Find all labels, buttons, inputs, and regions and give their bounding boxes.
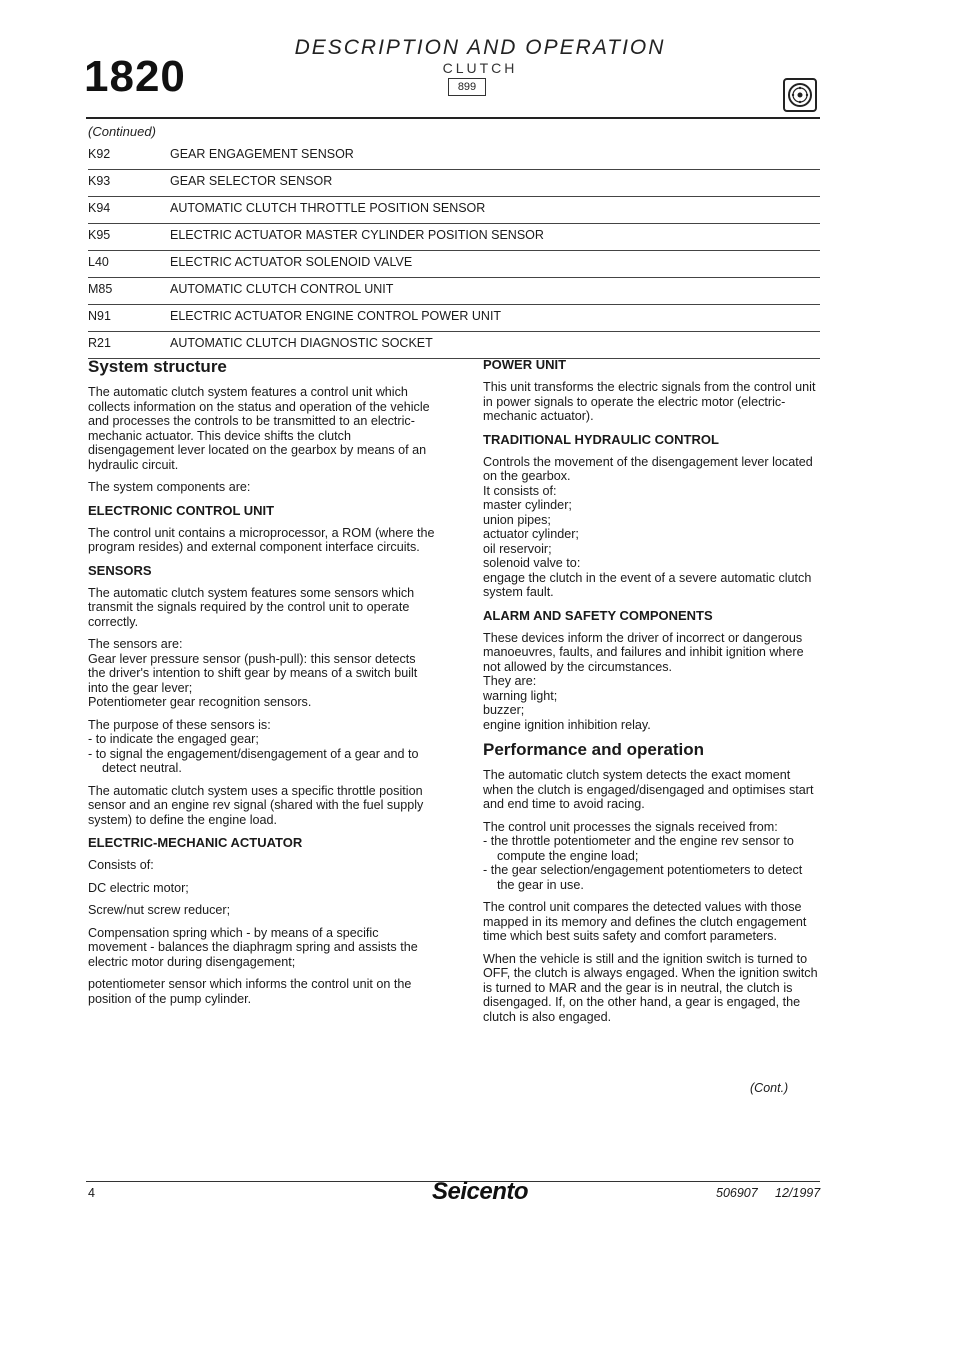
legend-desc: GEAR ENGAGEMENT SENSOR — [170, 147, 354, 161]
paragraph: Consists of: — [88, 858, 154, 872]
text-line: It consists of: — [483, 483, 557, 498]
performance-heading: Performance and operation — [483, 740, 705, 759]
paragraph: DC electric motor; — [88, 880, 189, 895]
left-column — [88, 357, 436, 1014]
text-line: oil reservoir; — [483, 541, 552, 556]
legend-row — [88, 170, 820, 197]
paragraph: The automatic clutch system detects the exact moment when the clutch is engaged/disengaged and optimises start and end time to avoid racing. — [483, 768, 814, 811]
bullet-list — [483, 820, 821, 893]
component-legend — [88, 143, 820, 359]
paragraph: potentiometer sensor which informs the control unit on the position of the pump cylinder. — [88, 977, 412, 1006]
legend-desc: ELECTRIC ACTUATOR MASTER CYLINDER POSITION SENSOR — [170, 228, 544, 242]
paragraph: The control unit contains a microprocessor, a ROM (where the program resides) and external component interface circuits. — [88, 525, 435, 554]
brand-logo: Seicento — [431, 1178, 529, 1205]
text-line: They are: — [483, 674, 537, 688]
page-subtitle: CLUTCH — [442, 60, 518, 76]
page-title: DESCRIPTION AND OPERATION — [294, 36, 666, 59]
list-item: - to indicate the engaged gear; — [88, 732, 259, 746]
text-line: master cylinder; — [483, 498, 572, 512]
text-line: engage the clutch in the event of a severe automatic clutch system fault. — [483, 570, 812, 599]
legend-row — [88, 332, 820, 359]
footer-page-number: 4 — [88, 1186, 95, 1200]
section-number: 1820 — [84, 52, 186, 101]
legend-desc: AUTOMATIC CLUTCH THROTTLE POSITION SENSOR — [170, 201, 486, 215]
paragraph: Compensation spring which - by means of a specific movement - balances the diaphragm spring and assists the electric motor during disengagement; — [88, 925, 418, 969]
text-line: actuator cylinder; — [483, 527, 579, 541]
paragraph: Screw/nut screw reducer; — [88, 903, 231, 917]
legend-row — [88, 143, 820, 170]
continued-label: (Continued) — [88, 124, 156, 139]
list-item: - the gear selection/engagement potentiometers to detect the gear in use. — [483, 863, 803, 892]
text-line: warning light; — [483, 688, 558, 703]
text-line: Gear lever pressure sensor (push-pull): this sensor detects the driver's intention to shift gear by means of a switch built into the gear lever; — [88, 651, 418, 695]
legend-row — [88, 197, 820, 224]
legend-desc: ELECTRIC ACTUATOR ENGINE CONTROL POWER UNIT — [170, 309, 502, 323]
legend-code: N91 — [88, 309, 111, 323]
legend-code: K93 — [88, 174, 111, 188]
legend-code: K92 — [88, 147, 111, 161]
paragraph: The control unit compares the detected values with those mapped in its memory and defines the clutch engagement time which best suits safety and comfort parameters. — [483, 900, 807, 943]
legend-row — [88, 278, 820, 305]
list-intro: The purpose of these sensors is: — [88, 717, 271, 732]
legend-desc: GEAR SELECTOR SENSOR — [170, 174, 333, 188]
legend-code: K94 — [88, 201, 111, 215]
legend-code: L40 — [88, 255, 109, 269]
paragraph: The automatic clutch system uses a specific throttle position sensor and an engine rev signal (shared with the fuel supply system) to define the engine load. — [88, 783, 424, 827]
sensors-heading: SENSORS — [88, 562, 152, 578]
paragraph: The automatic clutch system features a control unit which collects information on the status and operation of the vehicle and processes the controls to be transmitted to an electric-mechanic actuator. This device shifts the clutch disengagement lever located on the gearbox by means of an hydraulic circuit. — [88, 385, 430, 472]
paragraph — [483, 455, 821, 600]
hydraulic-heading: TRADITIONAL HYDRAULIC CONTROL — [483, 431, 719, 447]
paragraph: The system components are: — [88, 480, 251, 494]
text-line: Potentiometer gear recognition sensors. — [88, 695, 312, 709]
footer-date: 12/1997 — [775, 1186, 821, 1200]
paragraph: When the vehicle is still and the ignition switch is turned to OFF, the clutch is always engaged. When the ignition switch is turned to MAR and the gear is in neutral, the clutch is disengaged. If, on the other hand, a gear is engaged, the clutch is also engaged. — [483, 951, 818, 1024]
legend-code: K95 — [88, 228, 111, 242]
right-column — [483, 357, 821, 1032]
continued-footer-label: (Cont.) — [750, 1081, 789, 1095]
legend-desc: AUTOMATIC CLUTCH CONTROL UNIT — [170, 282, 394, 296]
alarm-heading: ALARM AND SAFETY COMPONENTS — [483, 607, 713, 623]
paragraph — [88, 637, 436, 710]
text-line: buzzer; — [483, 703, 525, 717]
text-line: Controls the movement of the disengagement lever located on the gearbox. — [483, 454, 813, 483]
ecu-heading: ELECTRONIC CONTROL UNIT — [88, 502, 275, 518]
legend-row — [88, 305, 820, 332]
section-code-box: 899 — [448, 78, 486, 96]
legend-code: R21 — [88, 336, 111, 350]
text-line: union pipes; — [483, 512, 551, 527]
legend-code: M85 — [88, 282, 113, 296]
text-line: These devices inform the driver of incorrect or dangerous manoeuvres, faults, and failures and inhibit ignition where not allowed by the circumstances. — [483, 630, 804, 674]
list-item: - to signal the engagement/disengagement of a gear and to detect neutral. — [88, 746, 419, 775]
footer-doc-code: 506907 — [716, 1186, 758, 1200]
paragraph: The automatic clutch system features some sensors which transmit the signals required by the control unit to operate correctly. — [88, 585, 415, 629]
bullet-list — [88, 718, 436, 776]
paragraph — [483, 631, 821, 733]
system-structure-heading: System structure — [88, 357, 227, 376]
text-line: solenoid valve to: — [483, 556, 581, 570]
power-unit-heading: POWER UNIT — [483, 357, 567, 372]
legend-row — [88, 251, 820, 278]
legend-desc: ELECTRIC ACTUATOR SOLENOID VALVE — [170, 255, 413, 269]
text-line: The sensors are: — [88, 637, 183, 651]
paragraph: This unit transforms the electric signals from the control unit in power signals to operate the electric motor (electric-mechanic actuator). — [483, 380, 816, 423]
text-line: engine ignition inhibition relay. — [483, 717, 651, 732]
legend-desc: AUTOMATIC CLUTCH DIAGNOSTIC SOCKET — [170, 336, 433, 350]
list-item: - the throttle potentiometer and the engine rev sensor to compute the engine load; — [483, 834, 794, 863]
legend-row — [88, 224, 820, 251]
list-intro: The control unit processes the signals received from: — [483, 819, 778, 834]
header-divider — [86, 117, 820, 119]
actuator-heading: ELECTRIC-MECHANIC ACTUATOR — [88, 835, 303, 850]
clutch-icon — [783, 78, 817, 112]
